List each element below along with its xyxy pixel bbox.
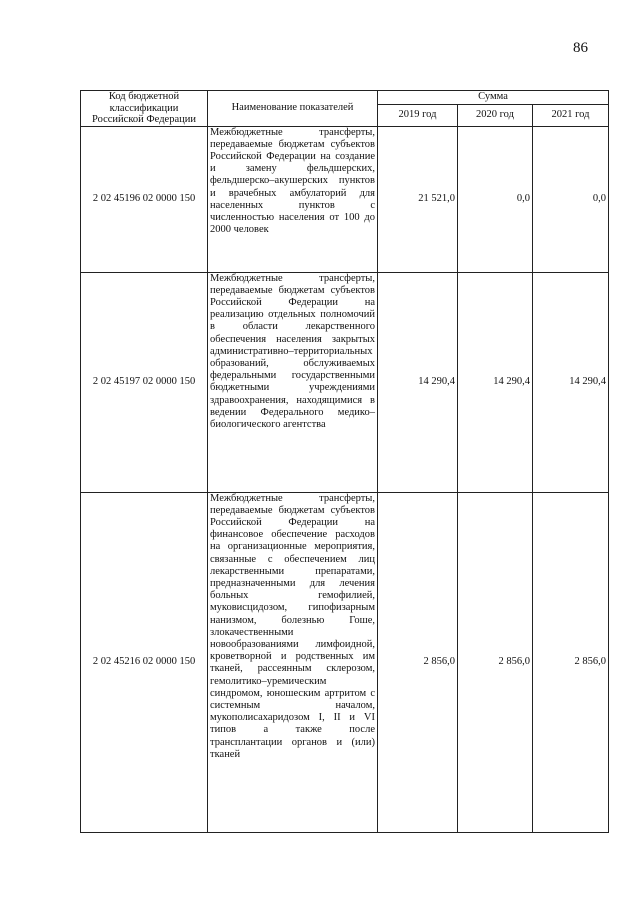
table-row (81, 492, 609, 832)
row-code: 2 02 45216 02 0000 150 (81, 492, 208, 832)
header-year-2020: 2020 год (458, 104, 533, 126)
row-value-2019: 21 521,0 (378, 126, 458, 272)
header-row-top (81, 91, 609, 105)
row-value-2020: 0,0 (458, 126, 533, 272)
page-number: 86 (573, 40, 588, 56)
row-name: Межбюджетные трансферты, передаваемые бюджетам субъектов Российской Федерации на создание и замену фельдшерских, фельдшерско–акушерских пунктов и врачебных амбулаторий для населенных пунктов с численностью населения от 100 до 2000 человек (208, 126, 378, 272)
row-value-2021: 0,0 (533, 126, 609, 272)
row-name: Межбюджетные трансферты, передаваемые бюджетам субъектов Российской Федерации на реализацию отдельных полномочий в области лекарственного обеспечения населения закрытых административно–территориальных образований, обслуживаемых федеральными государственными бюджетными учреждениями здравоохранения, находящимися в ведении Федерального медико–биологического агентства (208, 272, 378, 492)
row-name: Межбюджетные трансферты, передаваемые бюджетам субъектов Российской Федерации на финансовое обеспечение расходов на организационные мероприятия, связанные с обеспечением лиц лекарственными препаратами, предназначенными для лечения больных гемофилией, муковисцидозом, гипофизарным нанизмом, болезнью Гоше, злокачественными новообразованиями лимфоидной, кроветворной и родственных им тканей, рассеянным склерозом, гемолитико–уремическим синдромом, юношеским артритом с системным началом, мукополисахаридозом I, II и VI типов а также после трансплантации органов и (или) тканей (208, 492, 378, 832)
header-year-2019: 2019 год (378, 104, 458, 126)
row-value-2019: 2 856,0 (378, 492, 458, 832)
row-value-2021: 14 290,4 (533, 272, 609, 492)
header-code: Код бюджетной классификации Российской Федерации (81, 91, 208, 127)
row-code: 2 02 45196 02 0000 150 (81, 126, 208, 272)
row-value-2021: 2 856,0 (533, 492, 609, 832)
budget-table (80, 90, 609, 833)
row-value-2020: 2 856,0 (458, 492, 533, 832)
table-row (81, 272, 609, 492)
header-name: Наименование показателей (208, 91, 378, 127)
table-row (81, 126, 609, 272)
header-year-2021: 2021 год (533, 104, 609, 126)
header-sum: Сумма (378, 91, 609, 105)
row-value-2019: 14 290,4 (378, 272, 458, 492)
row-code: 2 02 45197 02 0000 150 (81, 272, 208, 492)
row-value-2020: 14 290,4 (458, 272, 533, 492)
